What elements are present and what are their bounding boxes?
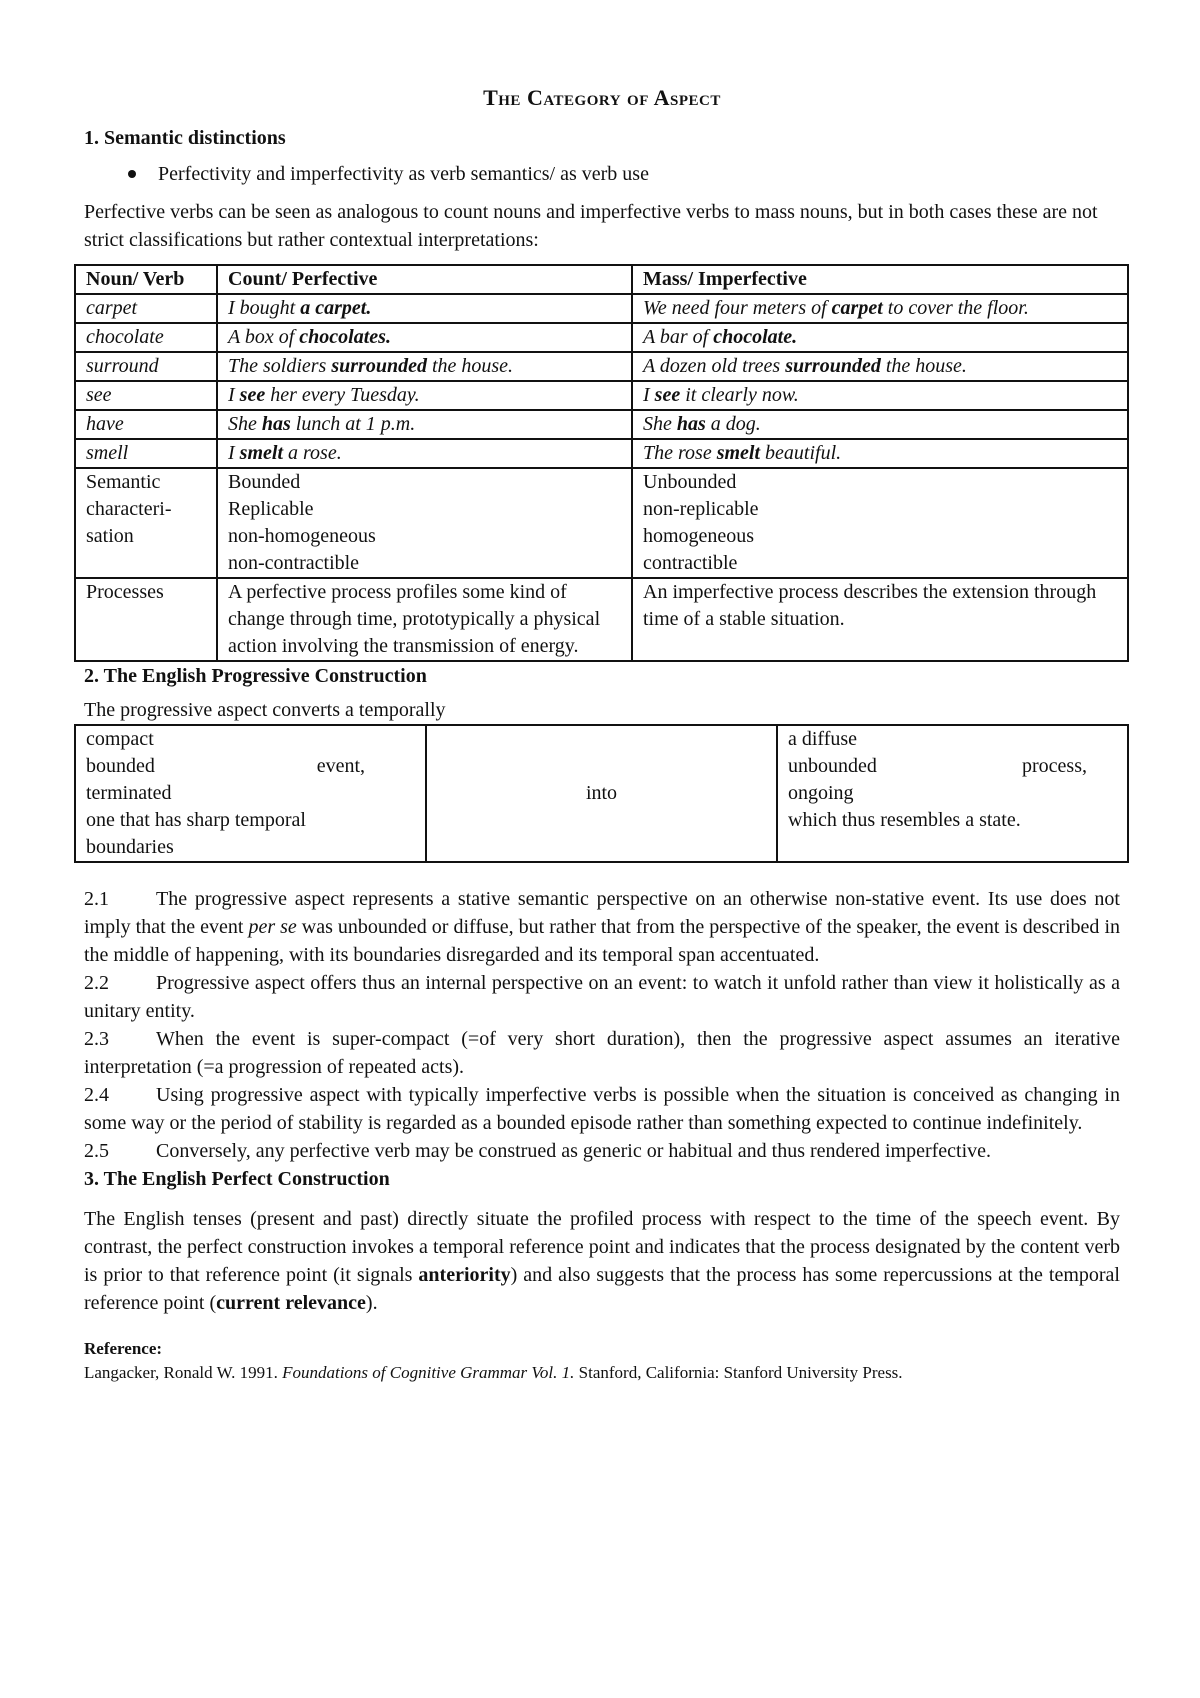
semantic-count: Bounded Replicable non-homogeneous non-contractible (217, 468, 632, 578)
document-page (84, 84, 1120, 1385)
reference-block (84, 1337, 1120, 1385)
progressive-conversion-table (74, 724, 1129, 863)
table-row (75, 352, 1128, 381)
progressive-points (84, 885, 1120, 1165)
count-example: A box of chocolates. (217, 323, 632, 352)
row-word: have (75, 410, 217, 439)
row-word: surround (75, 352, 217, 381)
aspect-comparison-table (74, 264, 1129, 662)
from-cell: compact bounded event, terminated one that has sharp temporal boundaries (75, 725, 426, 862)
mass-example: The rose smelt beautiful. (632, 439, 1128, 468)
processes-label: Processes (75, 578, 217, 661)
reference-label: Reference: (84, 1339, 163, 1358)
point-item: 2.3 When the event is super-compact (=of very short duration), then the progressive aspect assumes an iterative interpretation (=a progression of repeated acts). (84, 1028, 1120, 1078)
table-row (75, 323, 1128, 352)
row-word: see (75, 381, 217, 410)
semantic-mass: Unbounded non-replicable homogeneous contractible (632, 468, 1128, 578)
row-word: chocolate (75, 323, 217, 352)
section-3-paragraph: The English tenses (present and past) directly situate the profiled process with respect to the time of the speech event. By contrast, the perfect construction invokes a temporal reference point and indicates that the process designated by the content verb is prior to that reference point (it signals anteriority) and also suggests that the process has some repercussions at the temporal reference point (current relevance). (84, 1208, 1120, 1314)
section-1-heading: 1. Semantic distinctions (84, 127, 286, 149)
header-count-perfective: Count/ Perfective (217, 265, 632, 294)
table-row (75, 294, 1128, 323)
point-item: 2.2 Progressive aspect offers thus an internal perspective on an event: to watch it unfold rather than view it holistically as a unitary entity. (84, 972, 1120, 1022)
to-cell: a diffuse unbounded process, ongoing which thus resembles a state. (777, 725, 1128, 862)
mass-example: We need four meters of carpet to cover the floor. (632, 294, 1128, 323)
table-row (75, 410, 1128, 439)
conversion-row (75, 725, 1128, 862)
header-mass-imperfective: Mass/ Imperfective (632, 265, 1128, 294)
processes-row (75, 578, 1128, 661)
table-header-row (75, 265, 1128, 294)
count-example: She has lunch at 1 p.m. (217, 410, 632, 439)
mass-example: She has a dog. (632, 410, 1128, 439)
section-2-heading: 2. The English Progressive Construction (84, 665, 427, 687)
processes-mass: An imperfective process describes the extension through time of a stable situation. (632, 578, 1128, 661)
page-title: The Category of Aspect (483, 85, 721, 110)
section-1-intro: Perfective verbs can be seen as analogous to count nouns and imperfective verbs to mass nouns, but in both cases these are not strict classifications but rather contextual interpretations: (84, 201, 1098, 251)
bullet-item: Perfectivity and imperfectivity as verb semantics/ as verb use (158, 160, 1120, 188)
header-noun-verb: Noun/ Verb (75, 265, 217, 294)
section-2-lead: The progressive aspect converts a temporally (84, 699, 446, 721)
bullet-list (84, 160, 1120, 188)
point-item: 2.4 Using progressive aspect with typically imperfective verbs is possible when the situation is conceived as changing in some way or the period of stability is regarded as a bounded episode rather than something expected to continue indefinitely. (84, 1084, 1120, 1134)
reference-citation: Langacker, Ronald W. 1991. Foundations of Cognitive Grammar Vol. 1. Stanford, California: Stanford University Press. (84, 1363, 903, 1382)
count-example: I see her every Tuesday. (217, 381, 632, 410)
mass-example: I see it clearly now. (632, 381, 1128, 410)
count-example: The soldiers surrounded the house. (217, 352, 632, 381)
section-3-heading: 3. The English Perfect Construction (84, 1168, 390, 1190)
semantic-characterisation-row (75, 468, 1128, 578)
table-row (75, 439, 1128, 468)
count-example: I bought a carpet. (217, 294, 632, 323)
row-word: carpet (75, 294, 217, 323)
count-example: I smelt a rose. (217, 439, 632, 468)
point-item: 2.1 The progressive aspect represents a stative semantic perspective on an otherwise non-stative event. Its use does not imply that the event per se was unbounded or diffuse, but rather that from the perspective of the speaker, the event is described in the middle of happening, with its boundaries disregarded and its temporal span accentuated. (84, 888, 1121, 966)
table-row (75, 381, 1128, 410)
mass-example: A bar of chocolate. (632, 323, 1128, 352)
point-item: 2.5 Conversely, any perfective verb may be construed as generic or habitual and thus rendered imperfective. (84, 1140, 992, 1162)
processes-count: A perfective process profiles some kind of change through time, prototypically a physical action involving the transmission of energy. (217, 578, 632, 661)
mass-example: A dozen old trees surrounded the house. (632, 352, 1128, 381)
semantic-label: Semantic characteri- sation (75, 468, 217, 578)
row-word: smell (75, 439, 217, 468)
into-cell: into (426, 725, 777, 862)
